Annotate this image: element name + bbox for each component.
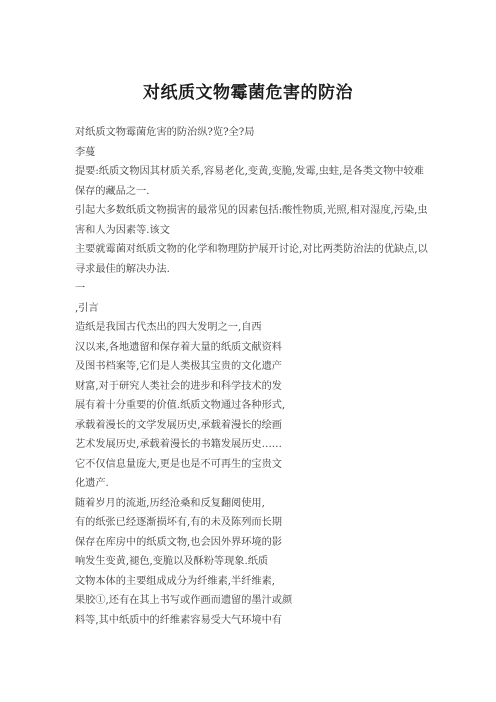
text-line: 保存的藏品之一. [75,185,150,197]
document-body [75,123,435,630]
text-line: 艺术发展历史,承载着漫长的书籍发展历史…… [75,439,282,450]
text-line: 引起大多数纸质文物损害的最常见的因素包括:酸性物质,光照,相对湿度,污染,虫 [75,205,428,216]
text-line: 提要:纸质文物因其材质关系,容易老化,变黄,变脆,发霉,虫蛀,是各类文物中较难 [75,166,424,177]
text-line: 文物本体的主要组成成分为纤维素,半纤维素, [75,575,276,587]
text-line: 随着岁月的流逝,历经沧桑和反复翻阅使用, [75,497,265,509]
text-line: 化遗产. [75,478,109,489]
text-line: 李蔓 [75,146,96,158]
document-title: 对纸质文物霉菌危害的防治 [143,83,353,103]
text-line: ,引言 [75,302,99,314]
text-line: 汉以来,各地遗留和保存着大量的纸质文献资料 [75,341,282,353]
text-line: 承载着漫长的文学发展历史,承载着漫长的绘画 [75,419,282,431]
text-line: 及图书档案等,它们是人类极其宝贵的文化遗产 [75,361,282,372]
text-line: 料等,其中纸质中的纤维素容易受大气环境中有 [75,614,282,626]
text-line: 造纸是我国古代杰出的四大发明之一,自西 [75,322,262,333]
text-line: 寻求最佳的解决办法. [75,263,170,275]
text-line: 果胶①,还有在其上书写或作画而遗留的墨汁或颜 [75,595,293,606]
text-line: 展有着十分重要的价值.纸质文物通过各种形式, [75,400,286,411]
text-line: 对纸质文物霉菌危害的防治纵?览?全?局 [75,127,255,138]
text-line: 一 [75,283,86,294]
text-line: 害和人为因素等.该文 [75,224,170,236]
text-line: 财富,对于研究人类社会的进步和科学技术的发 [75,380,282,392]
text-line: 有的纸张已经逐渐损坏有,有的未及陈列而长期 [75,517,282,528]
text-line: 它不仅信息量庞大,更是也是不可再生的宝贵文 [75,458,282,470]
text-line: 主要就霉菌对纸质文物的化学和物理防护展开讨论,对比两类防治法的优缺点,以 [75,244,428,255]
text-line: 保存在库房中的纸质文物,也会因外界环境的影 [75,536,282,548]
text-line: 响发生变黄,褪色,变脆以及酥粉等现象.纸质 [75,556,269,567]
